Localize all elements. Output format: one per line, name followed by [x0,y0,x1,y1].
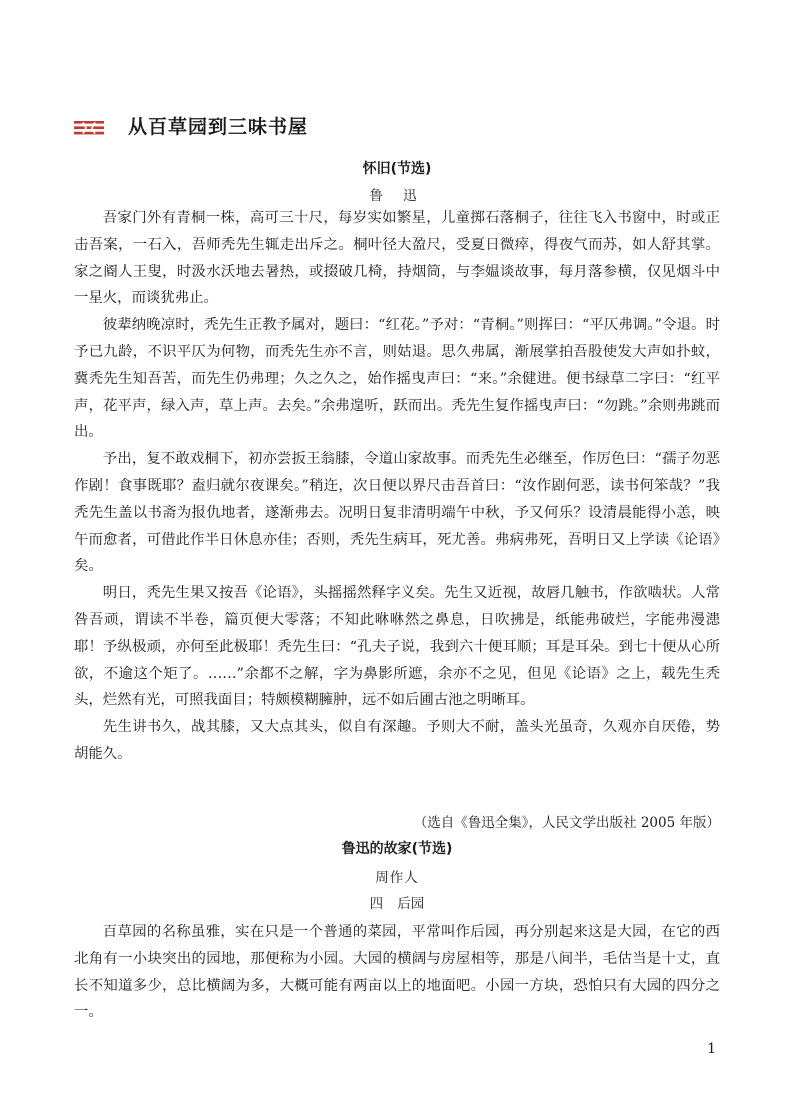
article1-body [74,205,720,768]
article2-title: 鲁迅的故家(节选) [341,841,453,857]
article1-paragraph-2: 彼辈纳晚凉时，秃先生正教予属对，题曰：“红花。”予对：“青桐。”则挥曰：“平仄弗调。”令退。时予已九龄，不识平仄为何物，而秃先生亦不言，则姑退。思久弗属，渐展掌拍吾股使发大声如扑蚊，冀秃先生知吾苦，而先生仍弗理；久之久之，始作摇曳声曰：“来。”余健进。便书绿草二字曰：“红平声，花平声，绿入声，草上声。去矣。”余弗遑听，跃而出。秃先生复作摇曳声曰：“勿跳。”余则弗跳而出。 [74,317,720,441]
article2-paragraph-1: 百草园的名称虽雅，实在只是一个普通的菜园，平常叫作后园，再分别起来这是大园，在它的西北角有一小块突出的园地，那便称为小园。大园的横阔与房屋相等，那是八间半，毛估当是十丈，直长不知道多少，总比横阔为多，大概可能有两亩以上的地面吧。小园一方块，恐怕只有大园的四分之一。 [74,924,720,1021]
article1-paragraph-3: 予出，复不敢戏桐下，初亦尝扳王翁膝，令道山家故事。而秃先生必继至，作厉色曰：“孺子勿恶作剧！食事既耶？盍归就尔夜课矣。”稍迕，次日便以界尺击吾首曰：“汝作剧何恶，读书何笨哉？”我秃先生盖以书斋为报仇地者，遂渐弗去。况明日复非清明端午中秋，予又何乐？设清晨能得小恙，映午而愈者，可借此作半日休息亦佳；否则，秃先生病耳，死尤善。弗病弗死，吾明日又上学读《论语》矣。 [74,451,720,575]
article1-title: 怀旧(节选) [362,161,432,177]
chapter-header [74,112,734,142]
article1-paragraph-1: 吾家门外有青桐一株，高可三十尺，每岁实如繁星，儿童掷石落桐子，往往飞入书窗中，时或正击吾案，一石入，吾师秃先生辄走出斥之。桐叶径大盈尺，受夏日微瘁，得夜气而苏，如人舒其掌。家之阍人王叟，时汲水沃地去暑热，或掇破几椅，持烟筒，与李媪谈故事，每月落参横，仅见烟斗中一星火，而谈犹弗止。 [74,210,720,307]
article1-paragraph-4: 明日，秃先生果又按吾《论语》，头摇摇然释字义矣。先生又近视，故唇几触书，作欲啮状。人常咎吾顽，谓读不半卷，篇页便大零落；不知此咻咻然之鼻息，日吹拂是，纸能弗破烂，字能弗漫漶耶！予纵极顽，亦何至此极耶！秃先生曰：“孔夫子说，我到六十便耳顺；耳是耳朵。到七十便从心所欲，不逾这个矩了。……”余都不之解，字为鼻影所遮，余亦不之见，但见《论语》之上，载先生秃头，烂然有光，可照我面目；特颇模糊臃肿，远不如后圃古池之明晰耳。 [74,585,720,709]
chapter-title: 从百草园到三味书屋 [128,116,309,138]
article1-source: （选自《鲁迅全集》，人民文学出版社 2005 年版） [413,815,720,831]
article2-section-heading: 四 后园 [369,896,425,912]
striped-book-mark-icon [74,120,104,139]
article1-paragraph-5: 先生讲书久，战其膝，又大点其头，似自有深趣。予则大不耐，盖头光虽奇，久观亦自厌倦，势胡能久。 [74,719,720,762]
page-number: 1 [707,1041,716,1057]
article2-author: 周作人 [375,870,419,886]
article2-body [74,919,720,1026]
article1-author: 鲁 迅 [369,188,425,204]
